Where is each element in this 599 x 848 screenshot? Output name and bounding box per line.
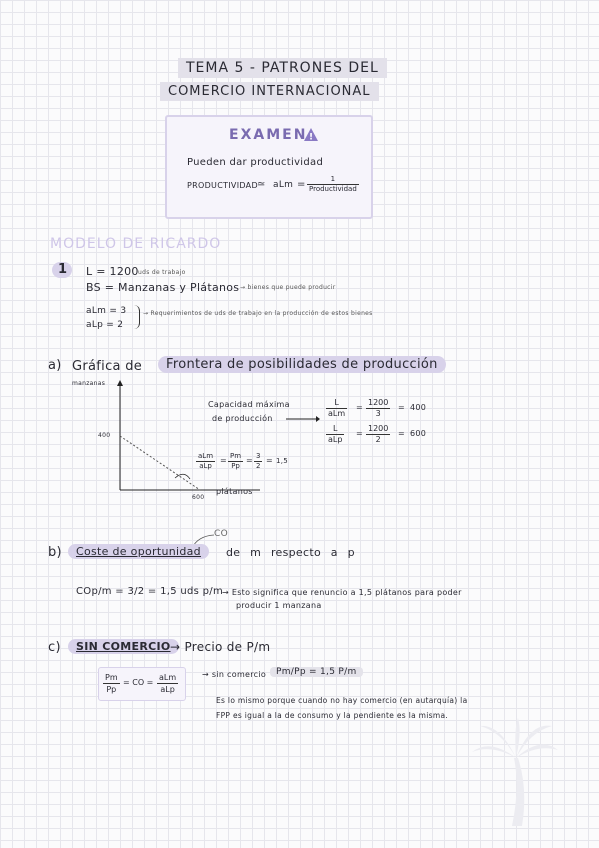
brace <box>133 305 140 329</box>
examen-title: EXAMEN <box>229 127 308 143</box>
slope-eq3: = <box>266 456 273 465</box>
approx-symbol: ≃ <box>257 179 266 190</box>
cap-line2: de producción <box>212 414 273 423</box>
eq2-frac-n <box>366 424 390 445</box>
ppf-graph <box>60 378 260 504</box>
slope-3: 3 <box>256 452 261 460</box>
problem-number: 1 <box>58 262 68 277</box>
price-frac <box>103 672 120 695</box>
req-note: → Requerimientos de uds de trabajo en la producción de estos bienes <box>143 310 373 317</box>
part-c-note-2: FPP es igual a la de consumo y la pendiente es la misma. <box>216 711 449 720</box>
examen-line1: Pueden dar productividad <box>187 157 324 168</box>
l-note: uds de trabajo <box>138 269 186 276</box>
box-pm: Pm <box>105 673 118 682</box>
part-b-formula: COp/m = 3/2 = 1,5 uds p/m <box>76 586 223 597</box>
part-b-highlight: Coste de oportunidad <box>68 544 209 559</box>
part-c-highlight: SIN COMERCIO <box>68 639 179 654</box>
svg-text:!: ! <box>308 132 314 142</box>
x-tick: 600 <box>192 494 205 501</box>
box-pp: Pp <box>106 685 117 694</box>
box-alm: aLm <box>159 673 177 682</box>
eq2-l: L <box>326 424 344 435</box>
slope-eq2: = <box>246 456 253 465</box>
eq1-eq-a: = <box>356 403 363 412</box>
sin-comercio-val: Pm/Pp = 1,5 P/m <box>270 667 363 677</box>
slope-frac-32 <box>254 452 262 471</box>
eq1-result: 400 <box>410 403 427 412</box>
part-b-label: b) <box>48 545 62 560</box>
box-co: = CO = <box>123 678 154 687</box>
eq2-result: 600 <box>410 429 427 438</box>
alp-line: aLp = 2 <box>86 320 124 330</box>
alm-line: aLm = 3 <box>86 306 127 316</box>
eq2-eq-a: = <box>356 429 363 438</box>
part-a-text: Gráfica de <box>72 359 143 374</box>
slope-pp: Pp <box>231 462 240 470</box>
price-box <box>98 667 186 701</box>
sin-comercio: → sin comercio <box>202 670 267 679</box>
eq2-num: 1200 <box>368 424 389 433</box>
part-b-explanation-2: producir 1 manzana <box>236 601 322 610</box>
eq2-alp: aLp <box>328 435 343 444</box>
eq1-frac-n <box>366 398 390 419</box>
warning-icon <box>303 127 319 142</box>
co-tag: CO <box>214 529 228 539</box>
part-b-rest: de m respecto a p <box>226 546 355 559</box>
part-c-note-1: Es lo mismo porque cuando no hay comercio (en autarquía) la <box>216 696 468 705</box>
part-a-label: a) <box>48 358 62 373</box>
eq1-l: L <box>326 398 347 409</box>
productividad-label: PRODUCTIVIDAD <box>187 181 258 190</box>
cap-line1: Capacidad máxima <box>208 400 290 409</box>
slope-result: 1,5 <box>276 457 289 465</box>
fraction-numerator: 1 <box>307 175 359 185</box>
slope-2: 2 <box>256 462 261 470</box>
slope-alm: aLm <box>198 452 214 460</box>
fraction-denominator: Productividad <box>309 185 357 193</box>
section-title: MODELO DE RICARDO <box>50 236 222 252</box>
eq1-den: 3 <box>375 409 381 418</box>
part-b-explanation-1: → Esto significa que renuncio a 1,5 plátanos para poder <box>222 588 462 597</box>
part-a-highlight: Frontera de posibilidades de producción <box>158 356 446 373</box>
palm-tree-icon <box>470 718 560 828</box>
arrow-right-icon <box>286 415 320 423</box>
eq2-frac-l <box>326 424 344 445</box>
header-title-line1: TEMA 5 - PATRONES DEL <box>178 58 387 78</box>
eq1-num: 1200 <box>368 398 389 407</box>
equals-sign: = <box>297 179 306 190</box>
eq2-eq-b: = <box>398 429 405 438</box>
slope-frac-a <box>196 452 215 471</box>
eq1-frac-l <box>326 398 347 419</box>
header-title-line2: COMERCIO INTERNACIONAL <box>160 82 379 101</box>
slope-eq1: = <box>220 456 227 465</box>
bs-note: → bienes que puede producir <box>240 284 336 291</box>
l-line: L = 1200 <box>86 265 139 278</box>
eq1-eq-b: = <box>398 403 405 412</box>
part-c-rest: → Precio de P/m <box>170 640 271 654</box>
slope-pm: Pm <box>230 452 242 460</box>
slope-frac-p <box>228 452 243 471</box>
labor-frac <box>157 672 178 695</box>
examen-box <box>165 115 373 219</box>
slope-alp: aLp <box>199 462 212 470</box>
alm-label: aLm <box>273 180 294 190</box>
part-c-label: c) <box>48 640 61 655</box>
x-axis-label: plátanos <box>216 487 253 496</box>
eq2-den: 2 <box>375 435 381 444</box>
box-alp: aLp <box>160 685 175 694</box>
eq1-alm: aLm <box>328 409 346 418</box>
productividad-fraction <box>307 175 359 194</box>
y-axis-label: manzanas <box>72 380 106 387</box>
y-tick: 400 <box>98 432 111 439</box>
bs-line: BS = Manzanas y Plátanos <box>86 281 240 294</box>
